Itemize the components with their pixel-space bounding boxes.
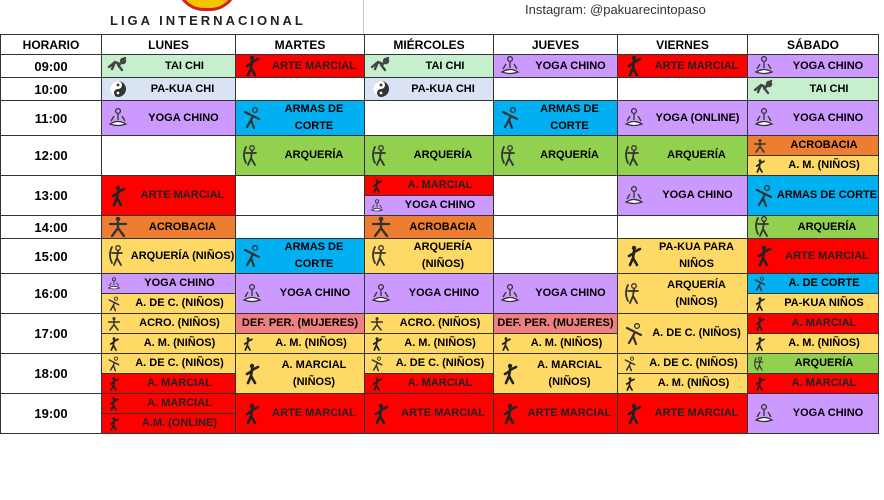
archery-icon [106,245,128,267]
class-cell: YOGA CHINO [494,274,618,314]
class-cell: A. M. (NIÑOS) [494,334,618,354]
acrobatics-icon [106,316,122,332]
class-cell: A. DE C. (NIÑOS) [365,354,494,374]
hour-cell: 12:00 [1,136,102,176]
class-cell: YOGA CHINO [102,274,236,294]
class-cell: ARQUERÍA [748,216,879,239]
class-cell: A. DE C. (NIÑOS) [618,314,748,354]
empty-cell [618,216,748,239]
hour-cell: 10:00 [1,78,102,101]
class-cell: A. M. (NIÑOS) [748,334,879,354]
acrobatics-icon [369,316,385,332]
martial-art-icon [106,396,122,412]
class-cell: ARMAS DE CORTE [494,101,618,136]
class-cell: A. M. (NIÑOS) [748,156,879,176]
class-cell: ARMAS DE CORTE [236,101,365,136]
martial-art-icon [240,363,262,385]
empty-cell [102,136,236,176]
class-cell: YOGA CHINO [365,196,494,216]
class-cell: ARQUERÍA (NIÑOS) [102,239,236,274]
martial-art-icon [240,403,262,425]
empty-cell [236,78,365,101]
class-cell: YOGA CHINO [102,101,236,136]
yoga-icon [752,55,776,77]
martial-art-icon [369,376,385,392]
archery-icon [369,145,391,167]
yoga-icon [369,283,393,305]
class-cell: ARTE MARCIAL [618,394,748,434]
weapons-icon [752,276,768,292]
class-cell: A. MARCIAL (NIÑOS) [494,354,618,394]
weapons-icon [752,185,774,207]
martial-art-icon [622,245,644,267]
class-cell: A. M. (NIÑOS) [102,334,236,354]
hour-cell: 14:00 [1,216,102,239]
instagram-handle: Instagram: @pakuarecintopaso [525,2,706,17]
martial-art-icon [622,376,638,392]
hour-cell: 16:00 [1,274,102,314]
class-cell: A. MARCIAL [748,374,879,394]
class-cell: ARQUERÍA [618,136,748,176]
class-cell: DEF. PER. (MUJERES) [236,314,365,334]
col-lunes: LUNES [102,35,236,55]
class-cell: ARTE MARCIAL [236,394,365,434]
class-cell: A. MARCIAL [102,374,236,394]
class-cell: YOGA CHINO [236,274,365,314]
acrobatics-icon [369,216,391,238]
archery-icon [752,356,768,372]
class-cell: PA-KUA NIÑOS [748,294,879,314]
hour-cell: 19:00 [1,394,102,434]
weapons-icon [622,323,644,345]
class-cell: YOGA CHINO [748,55,879,78]
empty-cell [494,176,618,216]
martial-art-icon [106,376,122,392]
pakua-icon [106,78,128,100]
class-cell: YOGA CHINO [365,274,494,314]
hour-cell: 11:00 [1,101,102,136]
yoga-icon [106,276,122,292]
class-cell: ARQUERÍA [748,354,879,374]
yoga-icon [498,55,522,77]
class-cell: ARTE MARCIAL [102,176,236,216]
divider [363,0,364,34]
yoga-icon [369,198,385,214]
class-cell: PA-KUA CHI [102,78,236,101]
weapons-icon [240,245,262,267]
logo-icon [176,0,238,11]
class-cell: ARQUERÍA [494,136,618,176]
weapons-icon [106,356,122,372]
class-cell: YOGA CHINO [748,101,879,136]
weapons-icon [369,356,385,372]
archery-icon [622,283,644,305]
martial-art-icon [498,336,514,352]
acrobatics-icon [106,216,128,238]
class-cell: ARMAS DE CORTE [236,239,365,274]
class-cell: A. M. (NIÑOS) [236,334,365,354]
class-cell: ARMAS DE CORTE [748,176,879,216]
class-cell: A. DE C. (NIÑOS) [102,354,236,374]
class-cell: A. MARCIAL (NIÑOS) [236,354,365,394]
martial-art-icon [498,403,520,425]
col-horario: HORARIO [1,35,102,55]
yoga-icon [622,107,646,129]
archery-icon [752,216,774,238]
class-cell: TAI CHI [102,55,236,78]
martial-art-icon [106,336,122,352]
class-cell: A. MARCIAL [748,314,879,334]
class-cell: A. DE C. (NIÑOS) [618,354,748,374]
class-cell: A.M. (ONLINE) [102,414,236,434]
archery-icon [622,145,644,167]
empty-cell [494,239,618,274]
class-cell: YOGA CHINO [618,176,748,216]
class-cell: ARTE MARCIAL [365,394,494,434]
martial-art-icon [752,376,768,392]
martial-art-icon [752,158,768,174]
class-cell: ARTE MARCIAL [236,55,365,78]
yoga-icon [752,403,776,425]
martial-art-icon [498,363,520,385]
hour-cell: 15:00 [1,239,102,274]
class-cell: A. DE C. (NIÑOS) [102,294,236,314]
class-cell: YOGA CHINO [748,394,879,434]
weapons-icon [622,356,638,372]
tai-chi-icon [752,78,778,100]
martial-art-icon [369,336,385,352]
yoga-icon [622,185,646,207]
weapons-icon [498,107,520,129]
class-cell: TAI CHI [365,55,494,78]
col-sabado: SÁBADO [748,35,879,55]
martial-art-icon [369,403,391,425]
martial-art-icon [752,245,774,267]
class-cell: A. M. (NIÑOS) [618,374,748,394]
col-viernes: VIERNES [618,35,748,55]
class-cell: YOGA (ONLINE) [618,101,748,136]
hour-cell: 18:00 [1,354,102,394]
acrobatics-icon [752,138,768,154]
tai-chi-icon [369,55,395,77]
empty-cell [236,176,365,216]
page-header [0,0,884,34]
martial-art-icon [240,55,262,77]
schedule-table [0,34,879,434]
martial-art-icon [106,416,122,432]
class-cell: DEF. PER. (MUJERES) [494,314,618,334]
yoga-icon [106,107,130,129]
class-cell: PA-KUA PARA NIÑOS [618,239,748,274]
pakua-icon [369,78,391,100]
martial-art-icon [622,403,644,425]
martial-art-icon [369,178,385,194]
class-cell: ARQUERÍA [236,136,365,176]
tai-chi-icon [106,55,132,77]
martial-art-icon [240,336,256,352]
weapons-icon [240,107,262,129]
class-cell: PA-KUA CHI [365,78,494,101]
class-cell: A. MARCIAL [365,374,494,394]
class-cell: ACROBACIA [748,136,879,156]
class-cell: ARQUERÍA (NIÑOS) [365,239,494,274]
empty-cell [494,78,618,101]
yoga-icon [498,283,522,305]
hour-cell: 13:00 [1,176,102,216]
col-martes: MARTES [236,35,365,55]
empty-cell [365,101,494,136]
empty-cell [494,216,618,239]
archery-icon [369,245,391,267]
yoga-icon [240,283,264,305]
class-cell: ACROBACIA [102,216,236,239]
empty-cell [618,78,748,101]
class-cell: ARTE MARCIAL [748,239,879,274]
martial-art-icon [622,55,644,77]
martial-art-icon [106,185,128,207]
class-cell: ARQUERÍA [365,136,494,176]
martial-art-icon [752,316,768,332]
col-miercoles: MIÉRCOLES [365,35,494,55]
empty-cell [236,216,365,239]
class-cell: ACRO. (NIÑOS) [365,314,494,334]
class-cell: YOGA CHINO [494,55,618,78]
archery-icon [240,145,262,167]
weapons-icon [106,296,122,312]
class-cell: ACROBACIA [365,216,494,239]
hour-cell: 09:00 [1,55,102,78]
class-cell: TAI CHI [748,78,879,101]
class-cell: A. MARCIAL [102,394,236,414]
class-cell: A. M. (NIÑOS) [365,334,494,354]
class-cell: A. DE CORTE [748,274,879,294]
class-cell: ARQUERÍA (NIÑOS) [618,274,748,314]
class-cell: A. MARCIAL [365,176,494,196]
class-cell: ACRO. (NIÑOS) [102,314,236,334]
yoga-icon [752,107,776,129]
brand-title: LIGA INTERNACIONAL [110,13,306,28]
martial-art-icon [752,336,768,352]
martial-art-icon [752,296,768,312]
archery-icon [498,145,520,167]
col-jueves: JUEVES [494,35,618,55]
class-cell: ARTE MARCIAL [618,55,748,78]
class-cell: ARTE MARCIAL [494,394,618,434]
hour-cell: 17:00 [1,314,102,354]
